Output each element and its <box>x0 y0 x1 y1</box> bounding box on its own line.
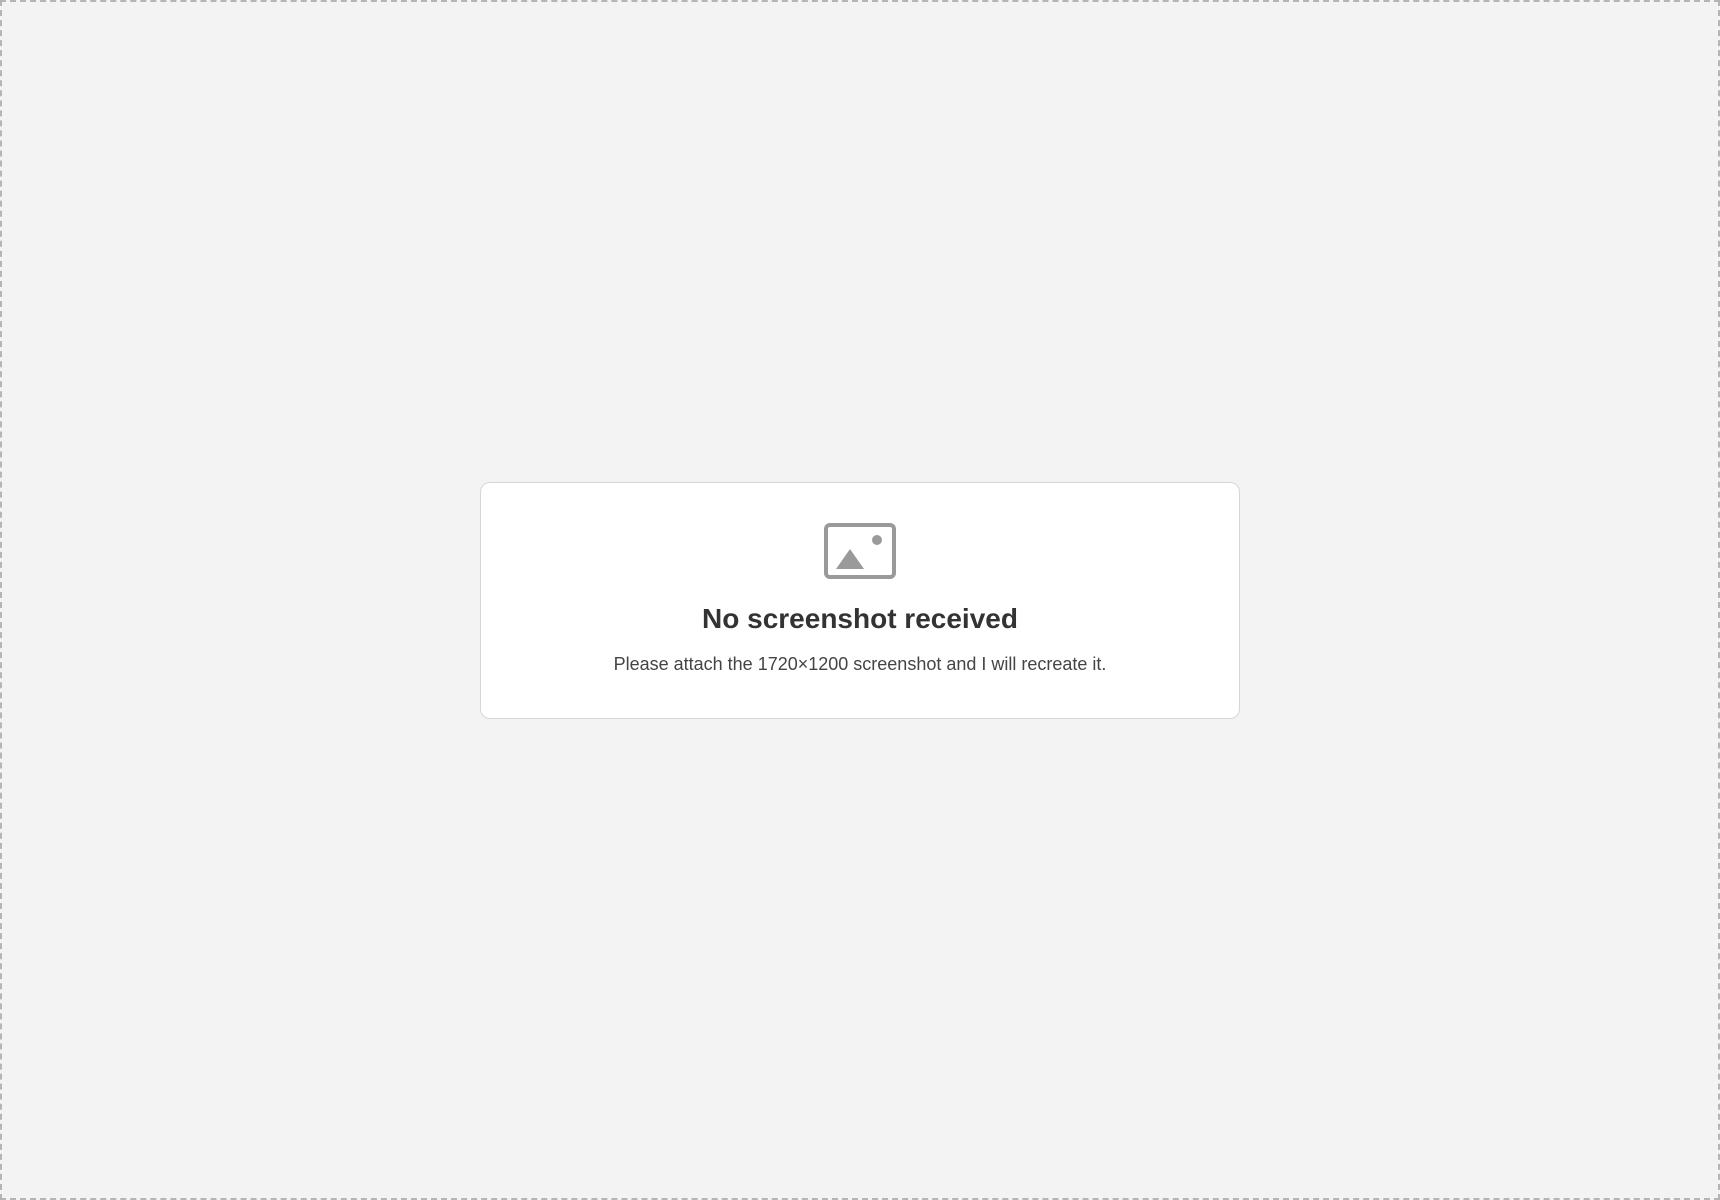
missing-image-notice <box>480 482 1240 719</box>
image-icon <box>824 523 896 579</box>
notice-message: Please attach the 1720×1200 screenshot and I will recreate it. <box>613 653 1107 674</box>
notice-title: No screenshot received <box>702 602 1018 634</box>
